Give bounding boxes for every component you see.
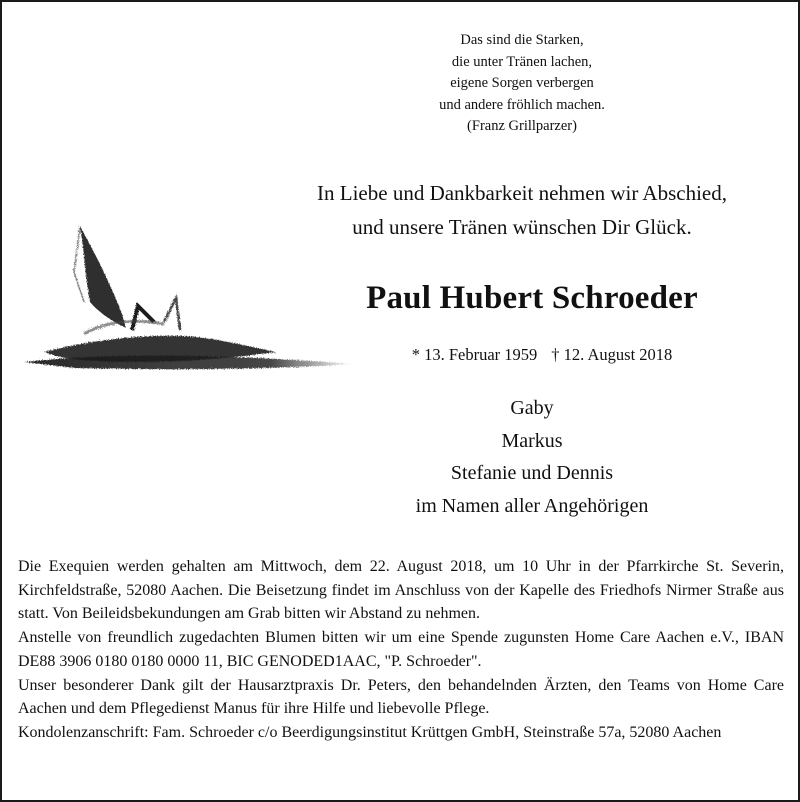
quote-line: eigene Sorgen verbergen <box>450 75 594 91</box>
death-date: † 12. August 2018 <box>551 345 673 364</box>
deceased-name: Paul Hubert Schroeder <box>366 280 698 316</box>
mourners-list <box>302 392 762 522</box>
mourner-note: im Namen aller Angehörigen <box>415 494 649 517</box>
mourner: Gaby <box>510 397 554 419</box>
birth-date: * 13. Februar 1959 <box>411 345 538 364</box>
life-dates <box>342 345 742 365</box>
farewell-line: und unsere Tränen wünschen Dir Glück. <box>352 215 692 239</box>
quote-line: Das sind die Starken, <box>460 32 584 48</box>
funeral-details <box>18 555 784 745</box>
farewell-line: In Liebe und Dankbarkeit nehmen wir Abschied, <box>317 181 727 205</box>
quote-author: (Franz Grillparzer) <box>467 118 577 134</box>
quote-line: die unter Tränen lachen, <box>451 53 593 70</box>
mourner: Markus <box>501 429 563 452</box>
details-paragraph: Die Exequien werden gehalten am Mittwoch, dem 22. August 2018, um 10 Uhr in der Pfarrkirche St. Severin, Kirchfeldstraße, 52080 Aachen. Die Beisetzung findet im Anschluss von der Kapelle des Friedhofs Nirmer Straße aus statt. Von Beileidsbekundungen am Grab bitten wir Abstand zu nehmen. <box>18 558 784 623</box>
grillparzer-quote <box>372 30 672 138</box>
quote-line: und andere fröhlich machen. <box>439 96 605 113</box>
details-paragraph: Kondolenzanschrift: Fam. Schroeder c/o Beerdigungsinstitut Krüttgen GmbH, Steinstraße 57a, 52080 Aachen <box>18 723 722 741</box>
details-paragraph: Unser besonderer Dank gilt der Hausarztpraxis Dr. Peters, den behandelnden Ärzten, den Teams von Home Care Aachen und dem Pflegedienst Manus für ihre Hilfe und liebevolle Pflege. <box>18 676 784 718</box>
mourner: Stefanie und Dennis <box>450 462 614 484</box>
details-paragraph: Anstelle von freundlich zugedachten Blumen bitten wir um eine Spende zugunsten Home Care Aachen e.V., IBAN DE88 3906 0180 0180 0000 11, BIC GENODED1AAC, "P. Schroeder". <box>18 629 784 670</box>
